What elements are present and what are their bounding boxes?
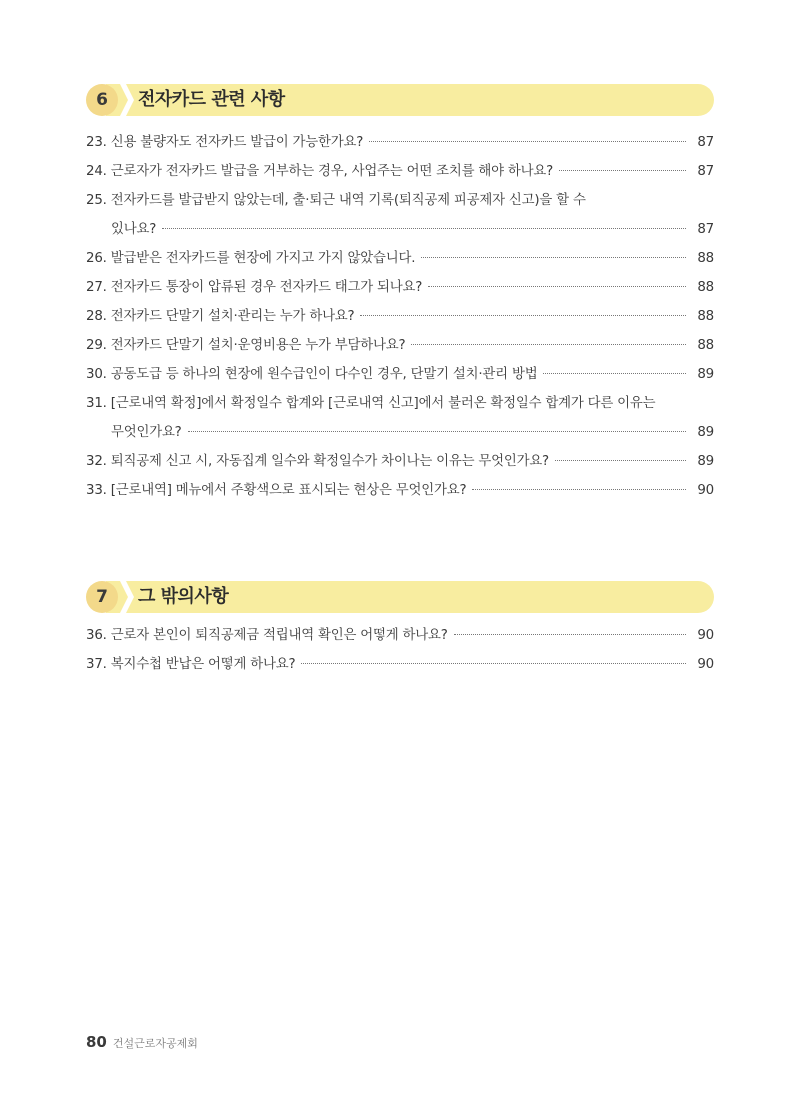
toc-entry[interactable] bbox=[86, 302, 714, 331]
toc-entry-text: 31. [근로내역 확정]에서 확정일수 합계와 [근로내역 신고]에서 불러온 확정일수 합계가 다른 이유는 bbox=[86, 396, 656, 411]
toc-list bbox=[86, 621, 714, 679]
toc-entry[interactable] bbox=[86, 476, 714, 505]
toc-entry[interactable] bbox=[86, 244, 714, 273]
toc-entry-page: 88 bbox=[697, 338, 714, 353]
page-number: 80 bbox=[86, 1033, 107, 1051]
dot-leader bbox=[369, 141, 686, 142]
toc-entry-text: 37. 복지수첩 반납은 어떻게 하나요? bbox=[86, 657, 296, 672]
toc-entry[interactable] bbox=[86, 389, 714, 447]
dot-leader bbox=[472, 489, 686, 490]
toc-entry-page: 89 bbox=[697, 425, 714, 440]
toc-entry-page: 88 bbox=[697, 309, 714, 324]
toc-entry[interactable] bbox=[86, 447, 714, 476]
toc-entry-text: 25. 전자카드를 발급받지 않았는데, 출·퇴근 내역 기록(퇴직공제 피공제자 신고)을 할 수 bbox=[86, 193, 586, 208]
toc-entry-text: 23. 신용 불량자도 전자카드 발급이 가능한가요? bbox=[86, 135, 364, 150]
page-footer bbox=[86, 1033, 198, 1051]
toc-entry[interactable] bbox=[86, 273, 714, 302]
dot-leader bbox=[543, 373, 686, 374]
toc-entry-page: 88 bbox=[697, 251, 714, 266]
toc-entry[interactable] bbox=[86, 621, 714, 650]
toc-entry-page: 88 bbox=[697, 280, 714, 295]
toc-entry[interactable] bbox=[86, 128, 714, 157]
dot-leader bbox=[555, 460, 686, 461]
chevron-icon bbox=[120, 581, 134, 613]
organization-name: 건설근로자공제회 bbox=[112, 1037, 198, 1050]
toc-entry-text: 27. 전자카드 통장이 압류된 경우 전자카드 태그가 되나요? bbox=[86, 280, 423, 295]
toc-entry-text: 32. 퇴직공제 신고 시, 자동집계 일수와 확정일수가 차이나는 이유는 무엇인가요? bbox=[86, 454, 549, 469]
section-electronic-card bbox=[86, 84, 714, 498]
toc-entry-page: 90 bbox=[697, 483, 714, 498]
toc-entry-text: 무엇인가요? bbox=[111, 425, 182, 440]
dot-leader bbox=[301, 663, 686, 664]
section-other-matters bbox=[86, 581, 714, 672]
toc-entry-text: 28. 전자카드 단말기 설치·관리는 누가 하나요? bbox=[86, 309, 355, 324]
toc-entry-text: 24. 근로자가 전자카드 발급을 거부하는 경우, 사업주는 어떤 조치를 해야 하나요? bbox=[86, 164, 554, 179]
dot-leader bbox=[188, 431, 686, 432]
toc-entry-text: 36. 근로자 본인이 퇴직공제금 적립내역 확인은 어떻게 하나요? bbox=[86, 628, 448, 643]
toc-entry[interactable] bbox=[86, 331, 714, 360]
toc-entry-page: 87 bbox=[697, 135, 714, 150]
dot-leader bbox=[454, 634, 686, 635]
section-number-badge: 7 bbox=[86, 581, 118, 613]
toc-entry-text: 26. 발급받은 전자카드를 현장에 가지고 가지 않았습니다. bbox=[86, 251, 416, 266]
toc-entry[interactable] bbox=[86, 360, 714, 389]
toc-list bbox=[86, 128, 714, 505]
section-number-badge: 6 bbox=[86, 84, 118, 116]
toc-entry-page: 89 bbox=[697, 367, 714, 382]
dot-leader bbox=[421, 257, 686, 258]
section-title: 그 밖의사항 bbox=[138, 586, 229, 607]
section-header bbox=[86, 581, 714, 613]
toc-entry-page: 90 bbox=[697, 628, 714, 643]
chevron-icon bbox=[120, 84, 134, 116]
toc-entry[interactable] bbox=[86, 650, 714, 679]
section-header bbox=[86, 84, 714, 116]
toc-entry-text: 있나요? bbox=[111, 222, 157, 237]
dot-leader bbox=[428, 286, 686, 287]
toc-entry-text: 29. 전자카드 단말기 설치·운영비용은 누가 부담하나요? bbox=[86, 338, 406, 353]
toc-entry-page: 89 bbox=[697, 454, 714, 469]
dot-leader bbox=[411, 344, 686, 345]
toc-entry[interactable] bbox=[86, 157, 714, 186]
toc-entry-page: 87 bbox=[697, 164, 714, 179]
toc-entry[interactable] bbox=[86, 186, 714, 244]
toc-entry-text: 30. 공동도급 등 하나의 현장에 원수급인이 다수인 경우, 단말기 설치·관리 방법 bbox=[86, 367, 538, 382]
dot-leader bbox=[360, 315, 686, 316]
dot-leader bbox=[559, 170, 686, 171]
toc-entry-text: 33. [근로내역] 메뉴에서 주황색으로 표시되는 현상은 무엇인가요? bbox=[86, 483, 467, 498]
toc-entry-page: 87 bbox=[697, 222, 714, 237]
section-title: 전자카드 관련 사항 bbox=[138, 89, 285, 110]
toc-entry-page: 90 bbox=[697, 657, 714, 672]
dot-leader bbox=[162, 228, 686, 229]
